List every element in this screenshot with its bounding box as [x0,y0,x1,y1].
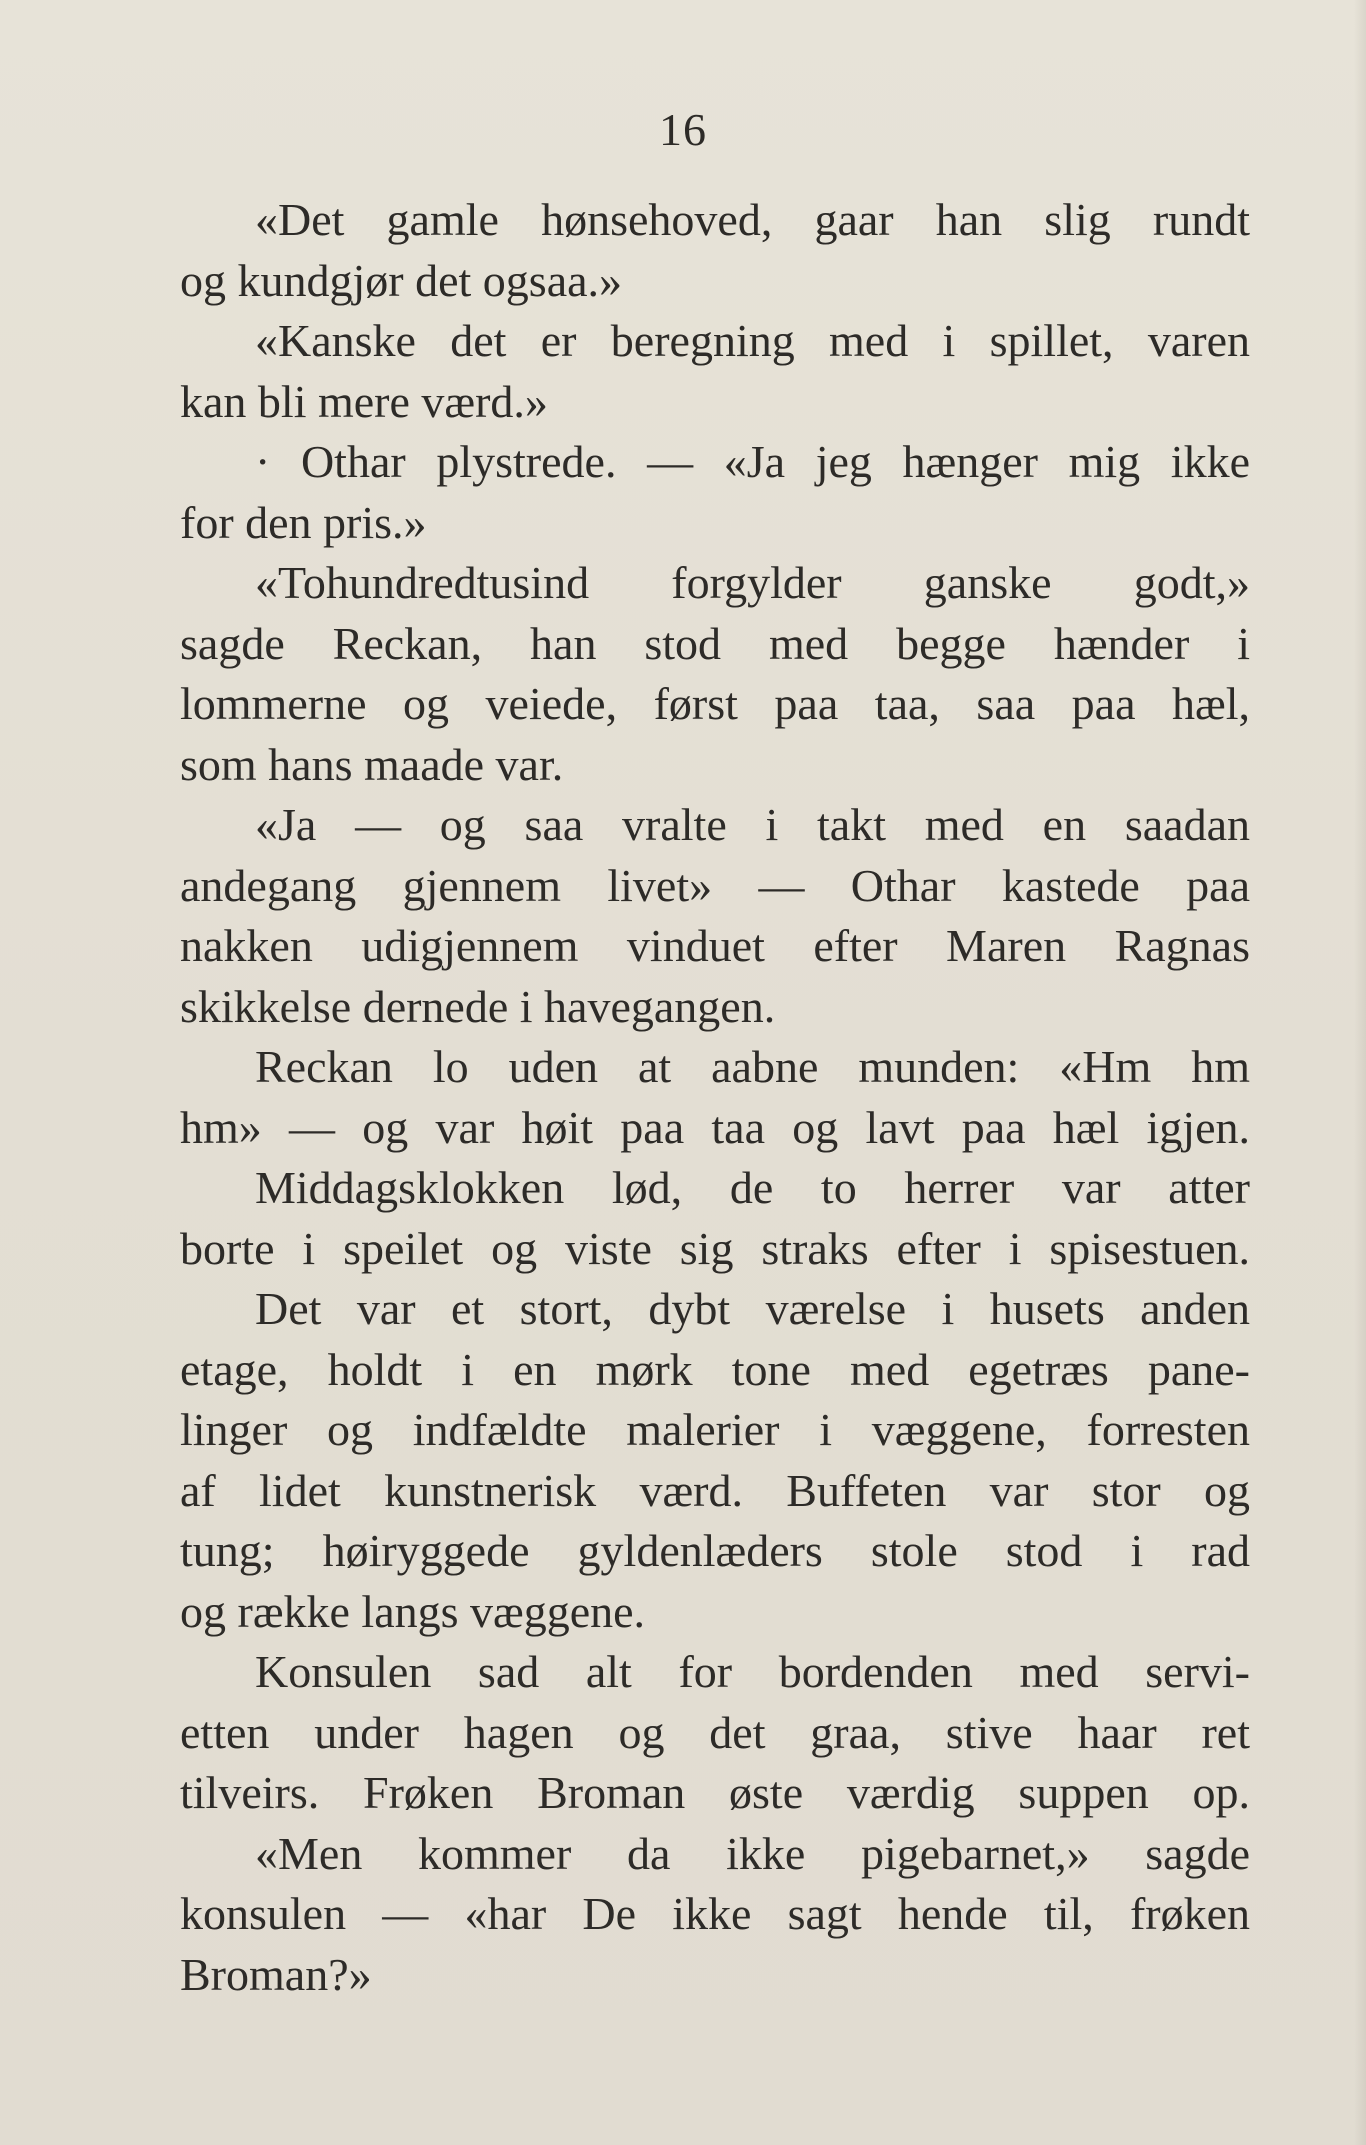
text-line: af lidet kunstnerisk værd. Buffeten var stor og [180,1464,1250,1516]
text-line: tung; høiryggede gyldenlæders stole stod i rad [180,1525,1250,1576]
page-number: 16 [659,104,707,155]
text-line: Broman?» [180,1948,372,2000]
text-line: Reckan lo uden at aabne munden: «Hm hm [255,1041,1250,1092]
text-line: borte i speilet og viste sig straks efter i spisestuen. [180,1222,1250,1274]
text-line: Middagsklokken lød, de to herrer var atter [255,1162,1250,1213]
text-line: «Men kommer da ikke pigebarnet,» sagde [255,1827,1250,1879]
text-line: tilveirs. Frøken Broman øste værdig suppen op. [180,1767,1250,1818]
text-line: nakken udigjennem vinduet efter Maren Ragnas [180,920,1250,971]
page-edge-shadow [1354,0,1366,2145]
text-line: «Ja — og saa vralte i takt med en saadan [255,799,1250,850]
text-line: og kundgjør det ogsaa.» [180,254,623,306]
text-line: konsulen — «har De ikke sagt hende til, frøken [180,1888,1250,1939]
text-line: lommerne og veiede, først paa taa, saa paa hæl, [180,678,1250,729]
text-line: Konsulen sad alt for bordenden med servi- [255,1646,1250,1697]
text-line: for den pris.» [180,496,427,548]
text-line: Det var et stort, dybt værelse i husets anden [255,1283,1250,1334]
text-line: sagde Reckan, han stod med begge hænder i [180,617,1250,669]
text-line: «Tohundredtusind forgylder ganske godt,» [255,557,1250,608]
text-line: etten under hagen og det graa, stive haar ret [180,1706,1250,1758]
text-line: «Det gamle hønsehoved, gaar han slig rundt [255,194,1250,245]
text-line: skikkelse dernede i havegangen. [180,980,776,1032]
text-line: · Othar plystrede. — «Ja jeg hænger mig ikke [255,436,1250,487]
text-line: «Kanske det er beregning med i spillet, varen [255,315,1250,366]
text-line: hm» — og var høit paa taa og lavt paa hæl igjen. [180,1101,1250,1153]
body-text [180,190,1250,2005]
text-line: og række langs væggene. [180,1585,646,1637]
text-line: som hans maade var. [180,738,564,790]
text-line: kan bli mere værd.» [180,375,548,427]
text-line: andegang gjennem livet» — Othar kastede paa [180,859,1250,911]
text-line: etage, holdt i en mørk tone med egetræs pane- [180,1343,1250,1395]
text-line: linger og indfældte malerier i væggene, forresten [180,1404,1250,1455]
